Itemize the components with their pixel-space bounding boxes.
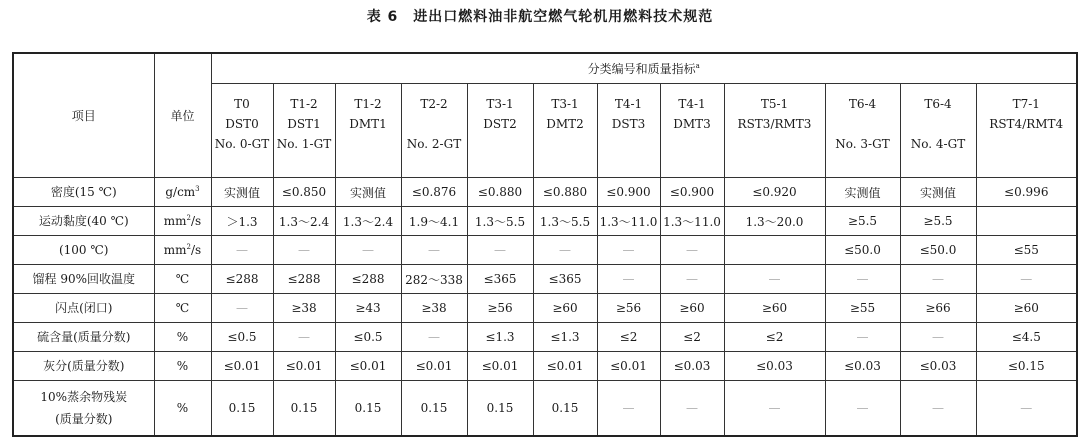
unit-cell <box>154 207 211 236</box>
spec-value-cell: ≤0.01 <box>335 352 401 381</box>
spec-value-cell: ≤0.900 <box>660 178 724 207</box>
spec-value-cell: ≥56 <box>597 294 660 323</box>
spec-value-cell: 0.15 <box>467 381 533 437</box>
unit-text: ℃ <box>175 301 190 315</box>
grade-header-cell <box>211 84 273 178</box>
footnote-marker: a <box>695 62 700 70</box>
unit-exponent: 2 <box>186 214 192 222</box>
spec-value-cell: ≥60 <box>976 294 1077 323</box>
spec-value-cell: ≤0.01 <box>273 352 335 381</box>
spec-value-cell: ≤0.01 <box>597 352 660 381</box>
spec-value-cell: ≤0.5 <box>211 323 273 352</box>
property-name <box>13 265 154 294</box>
spec-value-cell: 0.15 <box>533 381 597 437</box>
spec-value-cell: 1.3～2.4 <box>273 207 335 236</box>
spec-value-cell: ≤365 <box>533 265 597 294</box>
property-label: 硫含量(质量分数) <box>37 330 131 344</box>
spec-value-cell: ≤0.850 <box>273 178 335 207</box>
grade-code: DST3 <box>611 117 646 131</box>
spec-value-cell: ＞1.3 <box>211 207 273 236</box>
spec-value-cell <box>976 207 1077 236</box>
spec-value-cell: — <box>401 323 467 352</box>
property-label: 密度(15 ℃) <box>50 185 117 199</box>
spec-value-cell: ≤0.920 <box>724 178 825 207</box>
grade-code <box>902 114 975 134</box>
grade-code: RST3/RMT3 <box>737 117 812 131</box>
spec-table <box>12 52 1078 437</box>
spec-value-cell: — <box>900 381 976 437</box>
unit-text: mm <box>163 214 187 228</box>
property-label: 运动黏度(40 ℃) <box>38 214 129 228</box>
spec-value-cell: 0.15 <box>273 381 335 437</box>
property-name <box>13 236 154 265</box>
spec-value-cell: — <box>335 236 401 265</box>
property-name <box>13 207 154 236</box>
grade-code: No. 4-GT <box>910 137 966 151</box>
spec-value-cell: — <box>597 381 660 437</box>
spec-value-cell: ≤50.0 <box>900 236 976 265</box>
spec-value-cell: 0.15 <box>211 381 273 437</box>
unit-text: mm <box>163 243 187 257</box>
spec-value-cell: — <box>976 265 1077 294</box>
grade-code: No. 1-GT <box>276 137 332 151</box>
unit-cell <box>154 178 211 207</box>
grade-header-cell <box>533 84 597 178</box>
grade-code: T6-4 <box>924 97 952 111</box>
grade-code: No. 3-GT <box>835 137 890 151</box>
spec-value-cell: 实测值 <box>900 178 976 207</box>
unit-text: ℃ <box>175 272 190 286</box>
grade-code: No. 0-GT <box>214 137 270 151</box>
spec-value-cell: 1.3～5.5 <box>533 207 597 236</box>
property-label: 灰分(质量分数) <box>43 359 125 373</box>
grade-code <box>827 114 899 134</box>
grade-header-cell <box>273 84 335 178</box>
unit-text: % <box>176 330 189 344</box>
spec-value-cell: — <box>900 265 976 294</box>
spec-value-cell: 282～338 <box>401 265 467 294</box>
grade-header-cell <box>724 84 825 178</box>
grade-code: T2-2 <box>420 97 448 111</box>
spec-value-cell: — <box>273 236 335 265</box>
spec-value-cell: — <box>900 323 976 352</box>
unit-cell <box>154 323 211 352</box>
spec-value-cell: — <box>211 236 273 265</box>
spec-value-cell: ≤0.01 <box>401 352 467 381</box>
spec-value-cell: — <box>597 236 660 265</box>
spec-value-cell: ≤0.5 <box>335 323 401 352</box>
spec-value-cell: ≤1.3 <box>533 323 597 352</box>
unit-text: g/cm <box>165 185 196 199</box>
grade-code: T7-1 <box>1012 97 1040 111</box>
spec-value-cell: ≥60 <box>724 294 825 323</box>
grade-code: T3-1 <box>551 97 579 111</box>
grade-code: T0 <box>234 97 250 111</box>
spec-value-cell: — <box>660 265 724 294</box>
spec-value-cell: ≥66 <box>900 294 976 323</box>
spec-value-cell: 1.3～20.0 <box>724 207 825 236</box>
spec-value-cell: ≤4.5 <box>976 323 1077 352</box>
spec-value-cell: — <box>660 381 724 437</box>
grade-code: DMT3 <box>673 117 711 131</box>
spec-value-cell: 0.15 <box>401 381 467 437</box>
spec-value-cell: ≤0.01 <box>467 352 533 381</box>
spec-value-cell: ≥60 <box>533 294 597 323</box>
spec-value-cell: 1.3～5.5 <box>467 207 533 236</box>
grade-header-cell <box>467 84 533 178</box>
spec-value-cell: ≥56 <box>467 294 533 323</box>
table-row <box>13 381 1077 437</box>
spec-value-cell: 1.3～11.0 <box>597 207 660 236</box>
spec-value-cell: ≤0.900 <box>597 178 660 207</box>
spec-value-cell: ≤0.876 <box>401 178 467 207</box>
grade-code: No. 2-GT <box>406 137 462 151</box>
table-row <box>13 323 1077 352</box>
property-label: (100 ℃) <box>58 243 109 257</box>
grade-code: RST4/RMT4 <box>989 117 1064 131</box>
grade-code: DST2 <box>483 117 517 131</box>
table-body <box>13 178 1077 437</box>
spec-value-cell: ≤2 <box>660 323 724 352</box>
spec-value-cell: ≤1.3 <box>467 323 533 352</box>
spec-value-cell: 实测值 <box>211 178 273 207</box>
unit-suffix: /s <box>191 243 202 257</box>
unit-exponent: 3 <box>195 185 200 193</box>
spec-value-cell: ≥38 <box>273 294 335 323</box>
spec-value-cell: — <box>467 236 533 265</box>
grade-code: DST0 <box>225 117 259 131</box>
grade-code: T4-1 <box>614 97 643 111</box>
table-title: 表 6 进出口燃料油非航空燃气轮机用燃料技术规范 <box>366 9 714 25</box>
spec-value-cell: — <box>401 236 467 265</box>
spec-value-cell: ≥55 <box>825 294 900 323</box>
spec-value-cell: 1.3～2.4 <box>335 207 401 236</box>
unit-cell <box>154 294 211 323</box>
spec-value-cell: 0.15 <box>335 381 401 437</box>
spec-value-cell: ≤0.03 <box>660 352 724 381</box>
property-name <box>13 294 154 323</box>
spec-value-cell: — <box>724 381 825 437</box>
spec-value-cell: ≤2 <box>597 323 660 352</box>
spec-value-cell: — <box>825 265 900 294</box>
spec-value-cell: ≤0.03 <box>900 352 976 381</box>
grade-header-cell <box>660 84 724 178</box>
grade-code: T5-1 <box>760 97 789 111</box>
grade-header-cell <box>401 84 467 178</box>
property-label: 闪点(闭口) <box>55 301 113 315</box>
spec-value-cell: ≤288 <box>273 265 335 294</box>
table-row <box>13 352 1077 381</box>
grade-code: T6-4 <box>848 97 877 111</box>
table-header <box>13 53 1077 178</box>
spec-value-cell: 1.9～4.1 <box>401 207 467 236</box>
grade-header-cell <box>335 84 401 178</box>
spec-value-cell: ≤0.996 <box>976 178 1077 207</box>
grade-code: DMT1 <box>349 117 387 131</box>
spec-value-cell: ≤288 <box>335 265 401 294</box>
table-row <box>13 207 1077 236</box>
grade-code: T4-1 <box>678 97 706 111</box>
unit-text: % <box>176 359 189 373</box>
spec-value-cell: ≤0.03 <box>825 352 900 381</box>
spec-value-cell: ≤50.0 <box>825 236 900 265</box>
spec-value-cell: ≤0.880 <box>467 178 533 207</box>
grade-header-cell <box>976 84 1077 178</box>
grade-code: T1-2 <box>354 97 382 111</box>
spec-value-cell: 实测值 <box>825 178 900 207</box>
spec-value-cell: — <box>660 236 724 265</box>
unit-suffix: /s <box>191 214 202 228</box>
unit-cell <box>154 265 211 294</box>
spec-value-cell: ≤0.03 <box>724 352 825 381</box>
spec-value-cell: — <box>724 265 825 294</box>
grade-code <box>403 114 466 134</box>
grade-code: DST1 <box>287 117 321 131</box>
unit-text: % <box>176 401 189 415</box>
property-name <box>13 178 154 207</box>
header-item: 项目 <box>13 53 154 178</box>
spec-value-cell: — <box>825 323 900 352</box>
unit-cell <box>154 236 211 265</box>
spec-value-cell: 实测值 <box>335 178 401 207</box>
table-row <box>13 236 1077 265</box>
unit-cell <box>154 381 211 437</box>
spec-value-cell: ≥60 <box>660 294 724 323</box>
spec-value-cell: ≥43 <box>335 294 401 323</box>
grade-header-cell <box>597 84 660 178</box>
spec-value-cell: ≤0.15 <box>976 352 1077 381</box>
spec-value-cell: — <box>597 265 660 294</box>
table-row <box>13 178 1077 207</box>
table-row <box>13 265 1077 294</box>
spec-value-cell: — <box>533 236 597 265</box>
spec-value-cell <box>724 236 825 265</box>
property-label: (质量分数) <box>55 412 113 426</box>
grade-code: DMT2 <box>546 117 584 131</box>
spec-value-cell: ≤55 <box>976 236 1077 265</box>
property-name <box>13 323 154 352</box>
spec-value-cell: ≤0.01 <box>211 352 273 381</box>
spec-value-cell: — <box>825 381 900 437</box>
spec-value-cell: ≤365 <box>467 265 533 294</box>
property-label: 10%蒸余物残炭 <box>40 390 128 404</box>
property-label: 馏程 90%回收温度 <box>32 272 135 286</box>
header-group: 分类编号和质量指标$^a$ <box>211 53 1077 84</box>
property-name <box>13 352 154 381</box>
spec-value-cell: — <box>273 323 335 352</box>
spec-value-cell: ≤0.01 <box>533 352 597 381</box>
grade-header-cell <box>900 84 976 178</box>
spec-value-cell: ≤288 <box>211 265 273 294</box>
spec-value-cell: ≤2 <box>724 323 825 352</box>
unit-cell <box>154 352 211 381</box>
grade-code: T3-1 <box>486 97 514 111</box>
spec-value-cell: ≤0.880 <box>533 178 597 207</box>
spec-value-cell: — <box>211 294 273 323</box>
table-row <box>13 294 1077 323</box>
unit-exponent: 2 <box>186 243 192 251</box>
property-name <box>13 381 154 437</box>
spec-value-cell: ≥5.5 <box>825 207 900 236</box>
spec-value-cell: ≥38 <box>401 294 467 323</box>
grade-header-cell <box>825 84 900 178</box>
spec-value-cell: 1.3～11.0 <box>660 207 724 236</box>
spec-value-cell: — <box>976 381 1077 437</box>
grade-code: T1-2 <box>290 97 318 111</box>
header-unit: 单位 <box>154 53 211 178</box>
spec-value-cell: ≥5.5 <box>900 207 976 236</box>
